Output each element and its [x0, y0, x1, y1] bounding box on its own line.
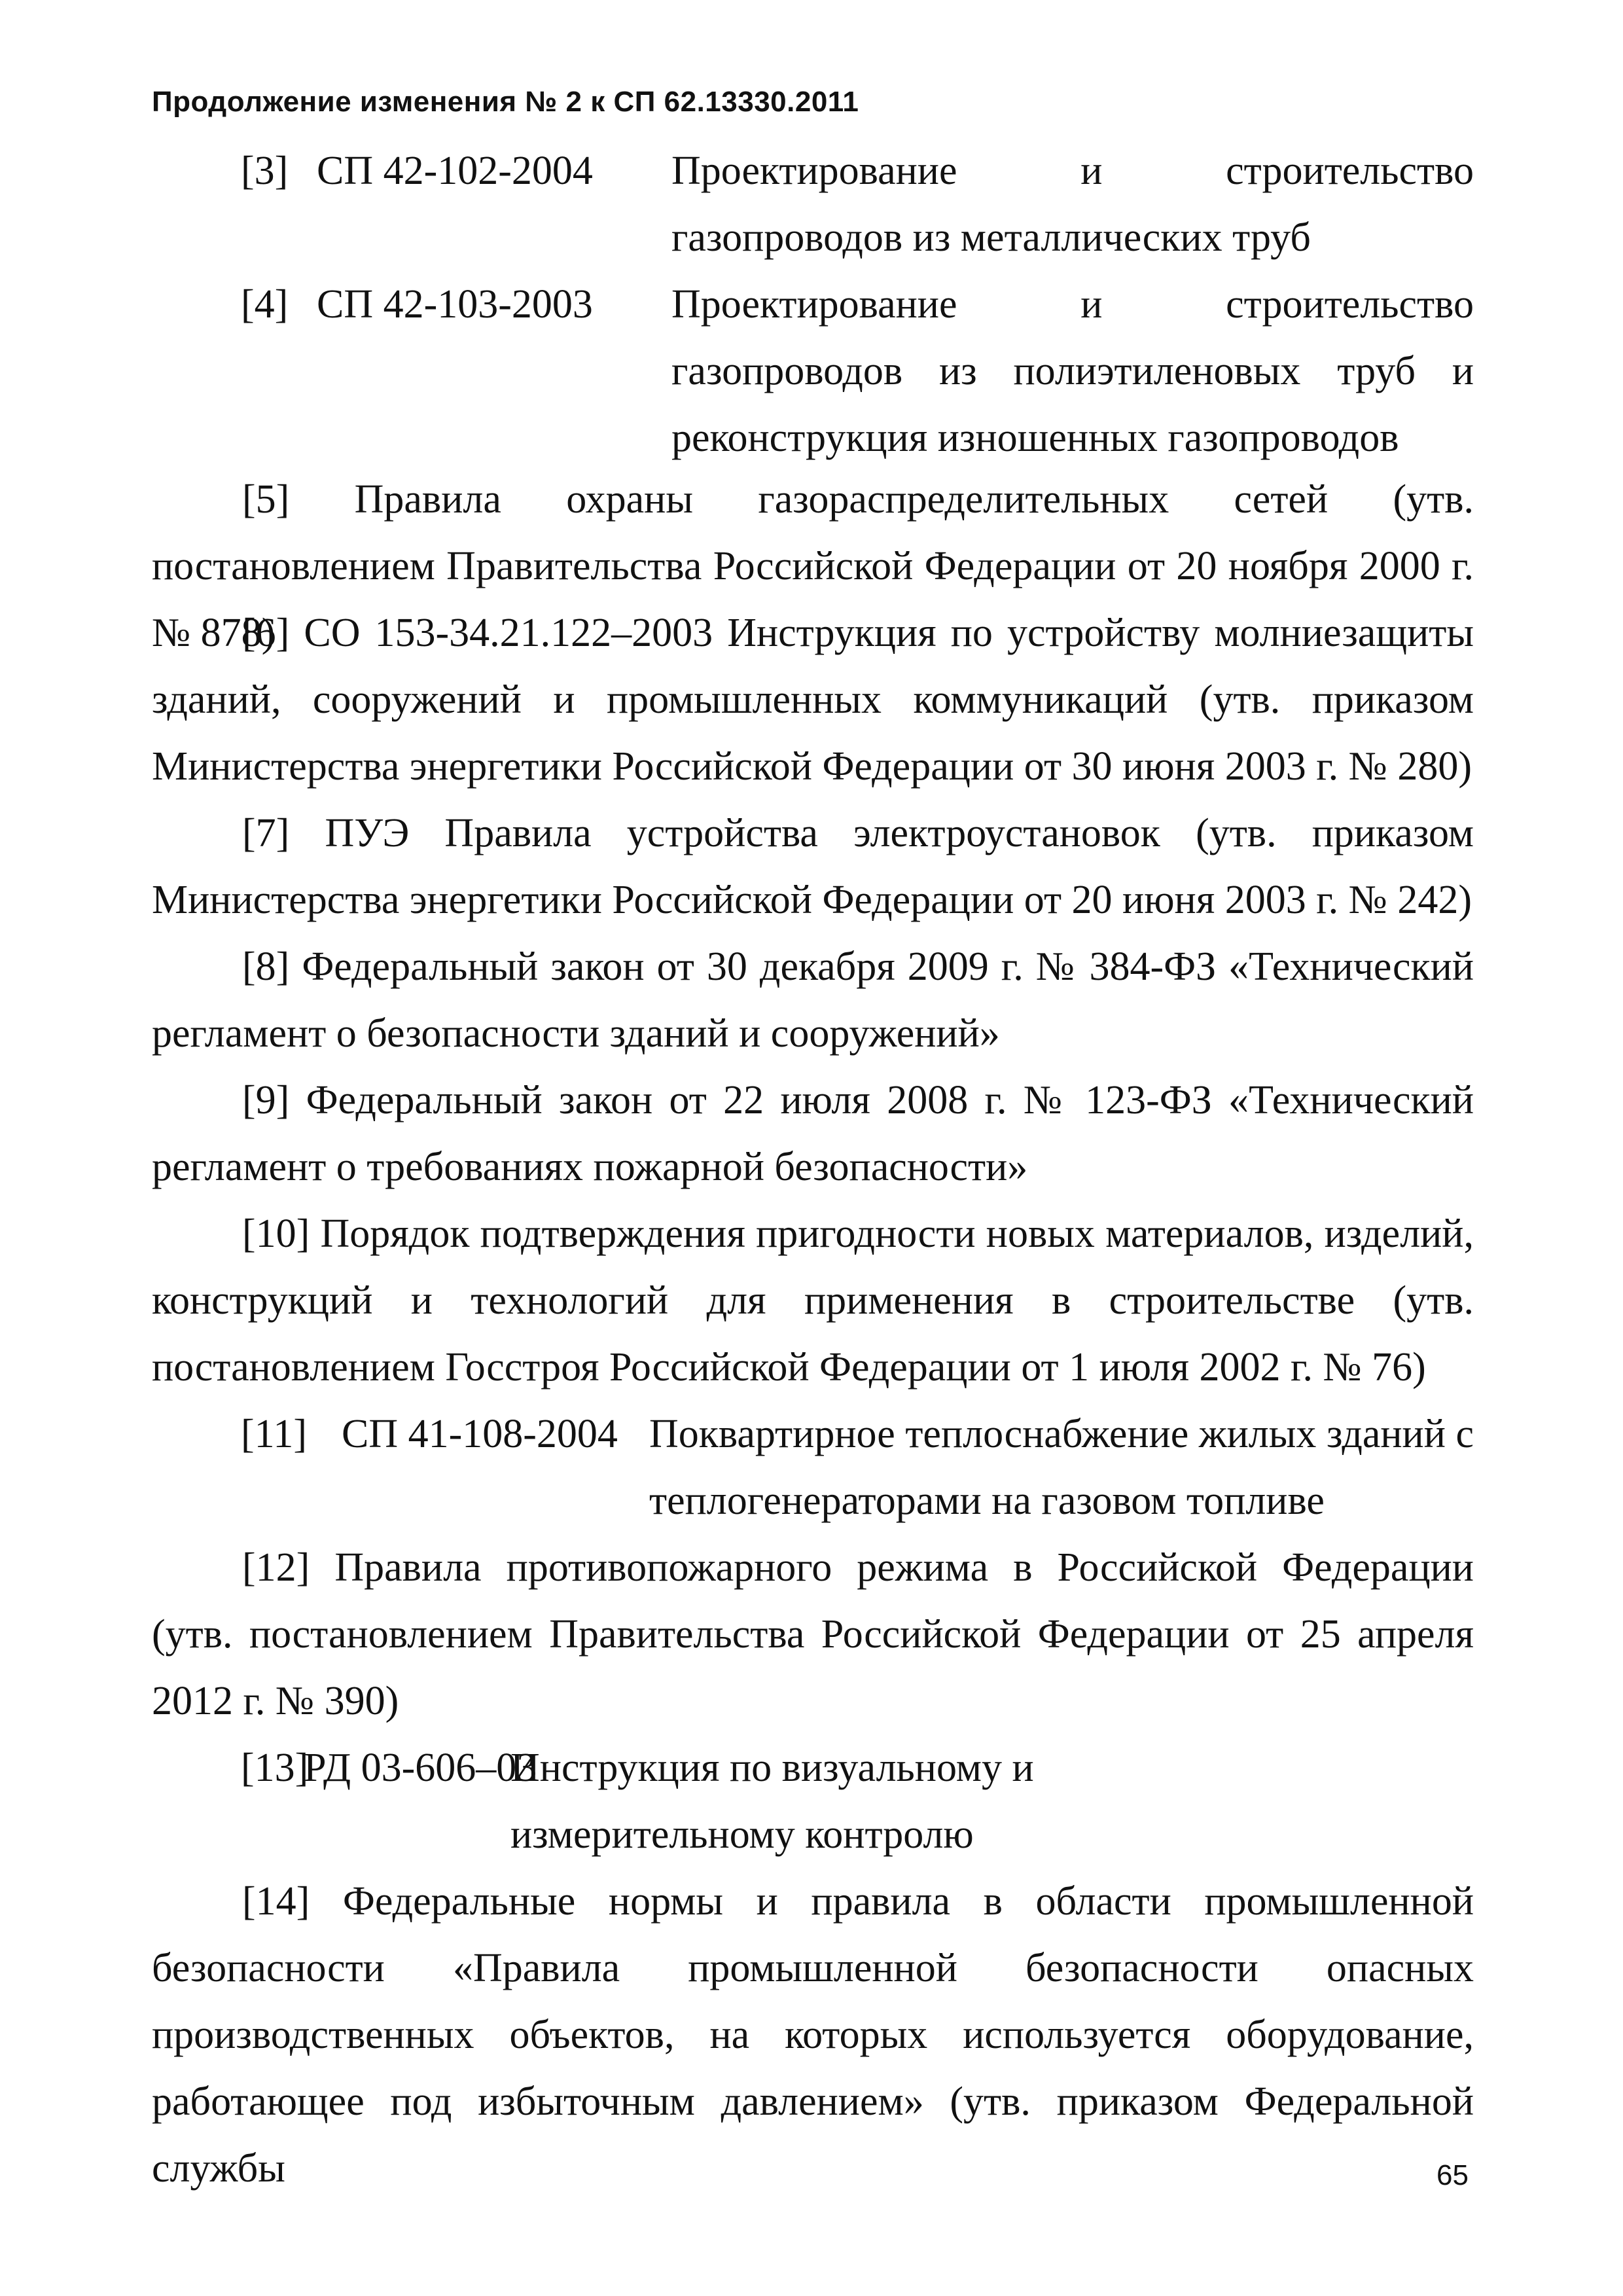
reference-title: Поквартирное теплоснабжение жилых зданий с теплогенераторами на газовом топливе	[649, 1412, 1474, 1523]
reference-title: Инструкция по визуальному и измерительному контролю	[510, 1746, 1034, 1857]
reference-9: [9] Федеральный закон от 22 июля 2008 г. № 123-ФЗ «Технический регламент о требованиях пожарной безопасности»	[152, 1078, 1474, 1189]
running-header: Продолжение изменения № 2 к СП 62.13330.2011	[152, 86, 859, 118]
reference-13	[241, 1734, 1474, 1868]
reference-number: [4]	[241, 282, 289, 327]
page-number: 65	[1436, 2159, 1469, 2191]
reference-number: [3]	[241, 149, 289, 193]
reference-10: [10] Порядок подтверждения пригодности новых материалов, изделий, конструкций и технологий для применения в строительстве (утв. постановлением Госстроя Российской Федерации от 1 июля 2002 г. № 76)	[152, 1211, 1474, 1390]
reference-title: Проектирование и строительство газопроводов из металлических труб	[671, 149, 1474, 260]
reference-code: РД 03-606–03	[304, 1746, 537, 1790]
reference-6: [6] СО 153-34.21.122–2003 Инструкция по устройству молниезащиты зданий, сооружений и промышленных коммуникаций (утв. приказом Министерства энергетики Российской Федерации от 30 июня 2003 г. № 280)	[152, 611, 1474, 789]
reference-number: [13]	[241, 1746, 309, 1790]
reference-5: [5] Правила охраны газораспределительных сетей (утв. постановлением Правительства Российской Федерации от 20 ноября 2000 г. № 878)	[152, 477, 1474, 655]
reference-4	[241, 271, 1474, 471]
reference-code: СП 42-103-2003	[317, 282, 593, 327]
reference-code: СП 41-108-2004	[342, 1412, 618, 1456]
reference-3	[241, 137, 1474, 271]
reference-title: Проектирование и строительство газопроводов из полиэтиленовых труб и реконструкция изношенных газопроводов	[671, 282, 1474, 460]
reference-14: [14] Федеральные нормы и правила в области промышленной безопасности «Правила промышленной безопасности опасных производственных объектов, на которых используется оборудование, работающее под избыточным давлением» (утв. приказом Федеральной службы	[152, 1879, 1474, 2191]
reference-8: [8] Федеральный закон от 30 декабря 2009 г. № 384-ФЗ «Технический регламент о безопасности зданий и сооружений»	[152, 944, 1474, 1056]
reference-number: [11]	[241, 1412, 307, 1456]
reference-11	[241, 1401, 1474, 1534]
reference-code: СП 42-102-2004	[317, 149, 593, 193]
reference-12: [12] Правила противопожарного режима в Российской Федерации (утв. постановлением Правительства Российской Федерации от 25 апреля 2012 г. № 390)	[152, 1545, 1474, 1723]
reference-7: [7] ПУЭ Правила устройства электроустановок (утв. приказом Министерства энергетики Российской Федерации от 20 июня 2003 г. № 242)	[152, 811, 1474, 922]
